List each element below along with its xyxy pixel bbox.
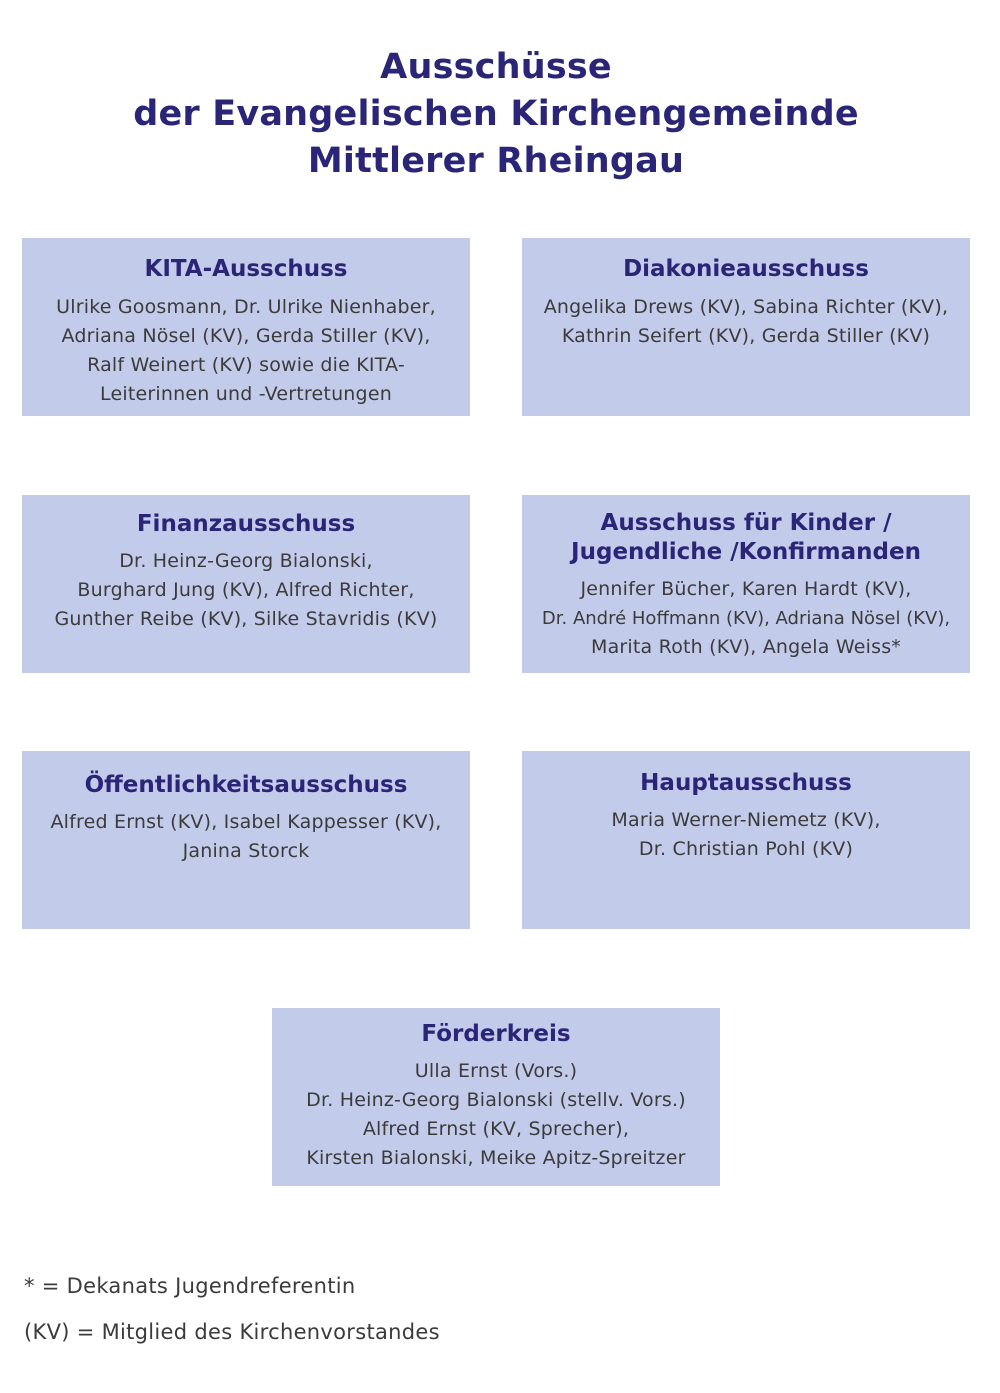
page-title (0, 44, 992, 185)
member-line: Kirsten Bialonski, Meike Apitz-Spreitzer (306, 1147, 686, 1169)
member-line: Dr. André Hoffmann (KV), Adriana Nösel (KV), (541, 608, 951, 629)
member-line: Dr. Heinz-Georg Bialonski, (119, 550, 373, 572)
committee-heading: Diakonieausschuss (623, 256, 869, 282)
legend-asterisk: * = Dekanats Jugendreferentin (24, 1274, 356, 1298)
committee-heading: Ausschuss für Kinder / (600, 510, 892, 536)
member-line: Alfred Ernst (KV, Sprecher), (362, 1118, 630, 1140)
committee-heading: Finanzausschuss (136, 511, 356, 537)
committee-box-oeffentlichkeit (22, 751, 470, 929)
committee-heading: Jugendliche /Konfirmanden (571, 539, 921, 565)
page-title-line-1: Ausschüsse (380, 47, 612, 87)
committee-box-foerderkreis (272, 1008, 720, 1186)
member-line: Jennifer Bücher, Karen Hardt (KV), (580, 578, 912, 600)
committee-heading: KITA-Ausschuss (144, 256, 348, 282)
committee-box-kita (22, 238, 470, 416)
committee-box-finanz (22, 495, 470, 673)
member-line: Ulla Ernst (Vors.) (414, 1060, 578, 1082)
legend-kv: (KV) = Mitglied des Kirchenvorstandes (24, 1320, 440, 1344)
committee-box-haupt (522, 751, 970, 929)
member-line: Kathrin Seifert (KV), Gerda Stiller (KV) (561, 325, 931, 347)
committee-heading: Hauptausschuss (640, 770, 852, 796)
member-line: Dr. Christian Pohl (KV) (638, 838, 854, 860)
committee-box-diakonie (522, 238, 970, 416)
member-line: Adriana Nösel (KV), Gerda Stiller (KV), (61, 325, 431, 347)
member-line: Burghard Jung (KV), Alfred Richter, (77, 579, 415, 601)
committee-heading: Förderkreis (421, 1021, 571, 1047)
member-line: Angelika Drews (KV), Sabina Richter (KV), (543, 296, 949, 318)
member-line: Gunther Reibe (KV), Silke Stavridis (KV) (54, 608, 438, 630)
member-line: Marita Roth (KV), Angela Weiss* (590, 636, 901, 658)
member-line: Maria Werner-Niemetz (KV), (611, 809, 881, 831)
member-line: Ralf Weinert (KV) sowie die KITA- (87, 354, 405, 376)
member-line: Leiterinnen und -Vertretungen (100, 383, 392, 405)
committee-box-kinder-jugend (522, 495, 970, 673)
member-line: Alfred Ernst (KV), Isabel Kappesser (KV), (50, 811, 442, 833)
member-line: Ulrike Goosmann, Dr. Ulrike Nienhaber, (56, 296, 436, 318)
member-line: Dr. Heinz-Georg Bialonski (stellv. Vors.) (306, 1089, 686, 1111)
page-title-line-3: Mittlerer Rheingau (307, 141, 685, 181)
committee-heading: Öffentlichkeitsausschuss (84, 772, 408, 798)
page-title-line-2: der Evangelischen Kirchengemeinde (133, 94, 859, 134)
member-line: Janina Storck (182, 840, 310, 862)
